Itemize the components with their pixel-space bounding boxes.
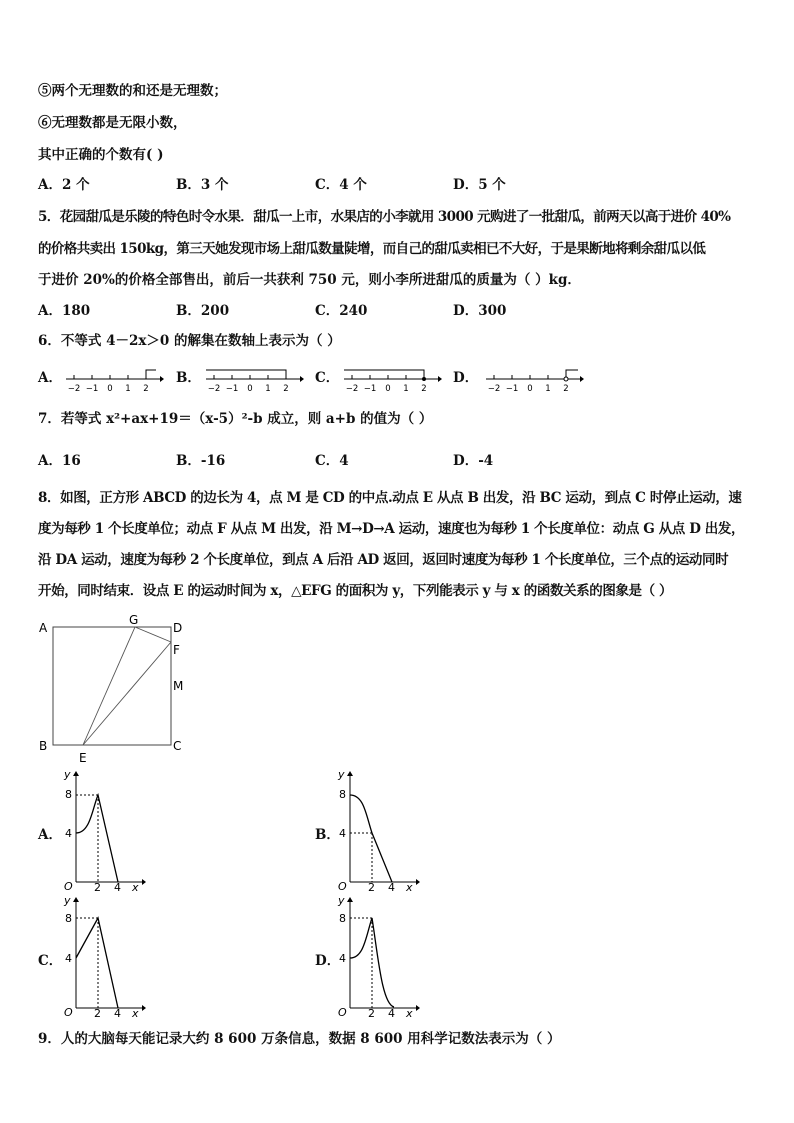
origin-label: O [338,1006,347,1018]
q5-option-a[interactable]: A．180 [38,303,91,319]
vertex-c-label: C [173,739,182,753]
q7-stem: 7．若等式 x²+ax+19＝（x-5）²-b 成立，则 a+b 的值为（ ） [38,411,433,427]
q4-option-b[interactable]: B．3 个 [176,177,229,193]
q9-stem: 9．人的大脑每天能记录大约 8 600 万条信息，数据 8 600 用科学记数法表示为（ ） [38,1031,561,1047]
q6-option-c[interactable]: C． [315,370,340,386]
y-tick-label: 8 [65,912,72,925]
q8-option-b[interactable]: B． [315,827,340,843]
tick-label: −1 [225,384,239,394]
square-figure [34,612,194,768]
y-axis-label: y [338,770,345,781]
vertex-a-label: A [39,621,48,635]
q5-line-3: 于进价 20%的价格全部售出，前后一共获利 750 元，则小李所进甜瓜的质量为（ ）kg． [38,272,581,288]
y-axis-label: y [338,896,345,907]
q8-line-2: 度为每秒 1 个长度单位；动点 F 从点 M 出发，沿 M→D→A 运动，速度也为每秒 1 个长度单位：动点 G 从点 D 出发， [38,521,745,537]
q8-option-c[interactable]: C． [38,953,63,969]
tick-label: −1 [505,384,519,394]
x-axis-label: x [132,881,139,892]
q4-option-c[interactable]: C．4 个 [315,177,367,193]
origin-label: O [64,880,73,892]
tick-label: 0 [385,384,391,394]
tick-label: −2 [67,384,81,394]
q6-option-d[interactable]: D． [453,370,479,386]
number-line-d [484,366,584,396]
y-tick-label: 4 [339,952,346,965]
q4-option-d[interactable]: D．5 个 [453,177,506,193]
q8-line-4: 开始，同时结束．设点 E 的运动时间为 x，△EFG 的面积为 y，下列能表示 y 与 x 的函数关系的图象是（ ） [38,583,673,599]
graph-b [334,770,420,892]
q6-option-a[interactable]: A． [38,370,62,386]
q7-option-c[interactable]: C．4 [315,453,349,469]
x-tick-label: 2 [368,1007,375,1018]
x-tick-label: 2 [368,881,375,892]
y-axis-label: y [64,770,71,781]
x-tick-label: 4 [114,1007,121,1018]
y-tick-label: 4 [65,952,72,965]
q8-option-a[interactable]: A． [38,827,62,843]
tick-label: −2 [207,384,221,394]
q8-line-3: 沿 DA 运动，速度为每秒 2 个长度单位，到点 A 后沿 AD 返回，返回时速度为每秒 1 个长度单位，三个点的运动同时 [38,552,729,568]
origin-label: O [338,880,347,892]
y-tick-label: 4 [65,827,72,840]
tick-label: 0 [247,384,253,394]
x-tick-label: 4 [388,881,395,892]
vertex-b-label: B [39,739,48,753]
x-tick-label: 4 [114,881,121,892]
vertex-d-label: D [173,621,183,635]
tick-label: 1 [265,384,271,394]
q5-option-c[interactable]: C．240 [315,303,368,319]
graph-c [60,896,146,1018]
number-line-a [64,366,164,396]
vertex-g-label: G [129,613,139,627]
q8-line-1: 8．如图，正方形 ABCD 的边长为 4，点 M 是 CD 的中点.动点 E 从点 B 出发，沿 BC 运动，到点 C 时停止运动，速 [38,490,742,506]
graph-d [334,896,420,1018]
y-axis-label: y [64,896,71,907]
graph-a [60,770,146,892]
vertex-e-label: E [79,751,87,765]
y-tick-label: 8 [339,912,346,925]
q5-line-1: 5．花园甜瓜是乐陵的特色时令水果．甜瓜一上市，水果店的小李就用 3000 元购进了一批甜瓜，前两天以高于进价 40% [38,209,731,225]
q8-option-d[interactable]: D． [315,953,341,969]
origin-label: O [64,1006,73,1018]
tick-label: 2 [563,384,569,394]
number-line-c [342,366,442,396]
vertex-f-label: F [173,643,180,657]
q5-line-2: 的价格共卖出 150kg，第三天她发现市场上甜瓜数量陡增，而自己的甜瓜卖相已不大好，于是果断地将剩余甜瓜以低 [38,241,706,257]
point-m-label: M [173,679,184,693]
q4-option-a[interactable]: A．2 个 [38,177,90,193]
tick-label: 0 [527,384,533,394]
tick-label: −2 [345,384,359,394]
statement-6: ⑥无理数都是无限小数， [38,115,187,131]
tick-label: 2 [143,384,149,394]
q7-option-a[interactable]: A．16 [38,453,81,469]
tick-label: 0 [107,384,113,394]
q7-option-d[interactable]: D．-4 [453,453,494,469]
tick-label: 1 [545,384,551,394]
x-tick-label: 2 [94,1007,101,1018]
tick-label: 1 [403,384,409,394]
number-line-b [204,366,304,396]
tick-label: 2 [421,384,427,394]
x-axis-label: x [132,1007,139,1018]
y-tick-label: 8 [339,788,346,801]
tick-label: −2 [487,384,501,394]
tick-label: 1 [125,384,131,394]
q6-stem: 6．不等式 4－2x＞0 的解集在数轴上表示为（ ） [38,333,341,349]
statement-5: ⑤两个无理数的和还是无理数； [38,83,227,99]
q5-option-b[interactable]: B．200 [176,303,230,319]
q5-option-d[interactable]: D．300 [453,303,507,319]
q7-option-b[interactable]: B．-16 [176,453,226,469]
tick-label: −1 [85,384,99,394]
tick-label: 2 [283,384,289,394]
y-tick-label: 4 [339,827,346,840]
x-tick-label: 2 [94,881,101,892]
x-axis-label: x [406,881,413,892]
x-tick-label: 4 [388,1007,395,1018]
y-tick-label: 8 [65,788,72,801]
tick-label: −1 [363,384,377,394]
x-axis-label: x [406,1007,413,1018]
q6-option-b[interactable]: B． [176,370,201,386]
q4-ask: 其中正确的个数有( ) [38,147,164,163]
